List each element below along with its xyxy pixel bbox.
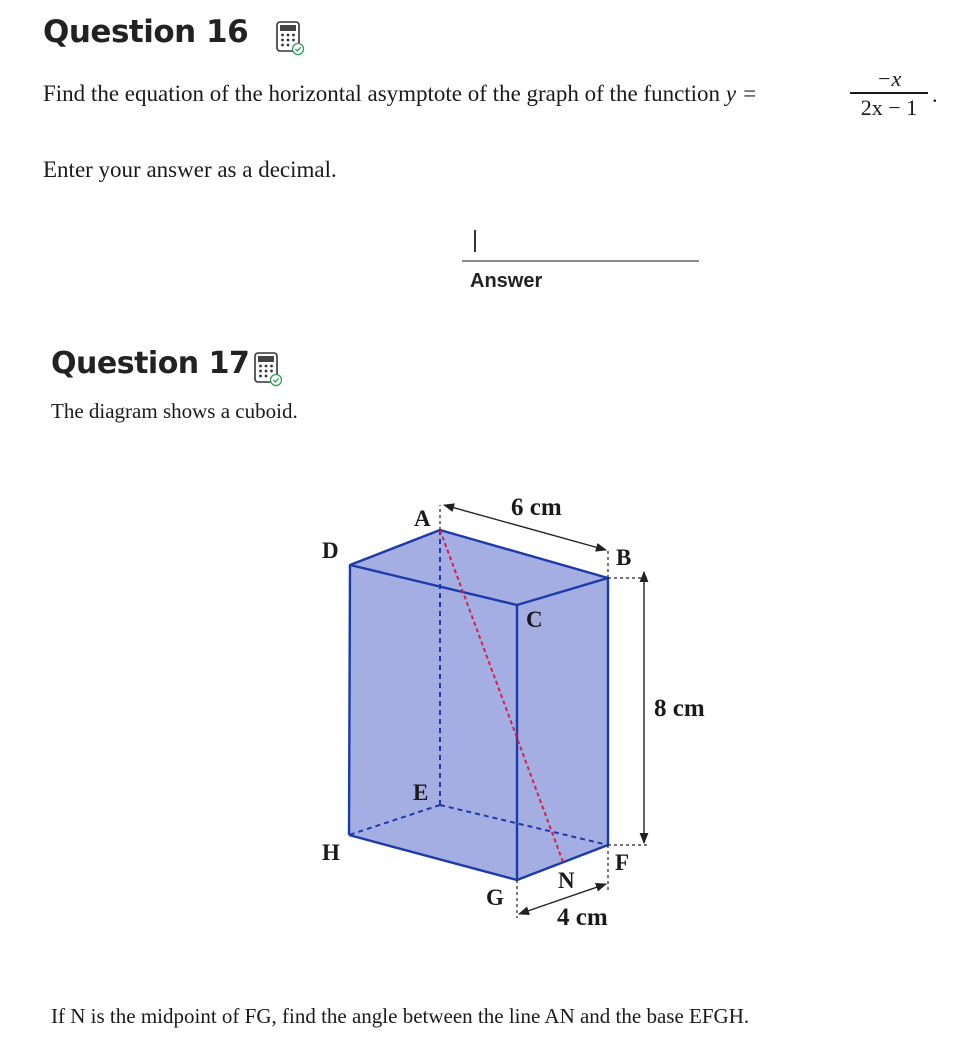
question-16-title: Question 16 — [43, 14, 249, 50]
calculator-allowed-icon — [275, 20, 305, 56]
vertex-label-H: H — [322, 840, 340, 865]
vertex-label-A: A — [414, 506, 431, 531]
vertex-label-G: G — [486, 885, 504, 910]
cuboid-diagram — [300, 490, 740, 940]
answer-underline — [462, 260, 699, 262]
vertex-label-C: C — [526, 607, 543, 632]
calculator-allowed-icon — [253, 351, 283, 387]
prompt-text: Find the equation of the horizontal asymptote of the graph of the function — [43, 81, 721, 106]
vertex-label-F: F — [615, 850, 630, 875]
dimension-label-6cm: 6 cm — [511, 494, 562, 521]
edge-DH — [349, 565, 350, 835]
answer-label: Answer — [470, 270, 543, 292]
y-equals: y = — [725, 81, 758, 106]
fraction-period: . — [932, 82, 938, 107]
fraction — [849, 66, 929, 122]
fraction-numerator: −x — [876, 66, 902, 91]
vertex-label-D: D — [322, 538, 339, 563]
question-16-instruction: Enter your answer as a decimal. — [43, 157, 337, 182]
dimension-label-4cm: 4 cm — [557, 904, 608, 931]
vertex-label-N: N — [558, 868, 575, 893]
cuboid-front-face — [349, 565, 517, 880]
question-16-prompt — [43, 81, 757, 107]
question-17-text: If N is the midpoint of FG, find the angle between the line AN and the base EFGH. — [51, 1004, 750, 1028]
answer-input[interactable] — [462, 222, 699, 260]
vertex-label-B: B — [616, 545, 632, 570]
fraction-denominator: 2x − 1 — [860, 94, 918, 120]
dimension-label-8cm: 8 cm — [654, 695, 705, 722]
vertex-label-E: E — [413, 780, 429, 805]
question-17-intro: The diagram shows a cuboid. — [51, 399, 298, 423]
text-caret — [474, 230, 476, 252]
question-17-title: Question 17 — [51, 346, 250, 381]
